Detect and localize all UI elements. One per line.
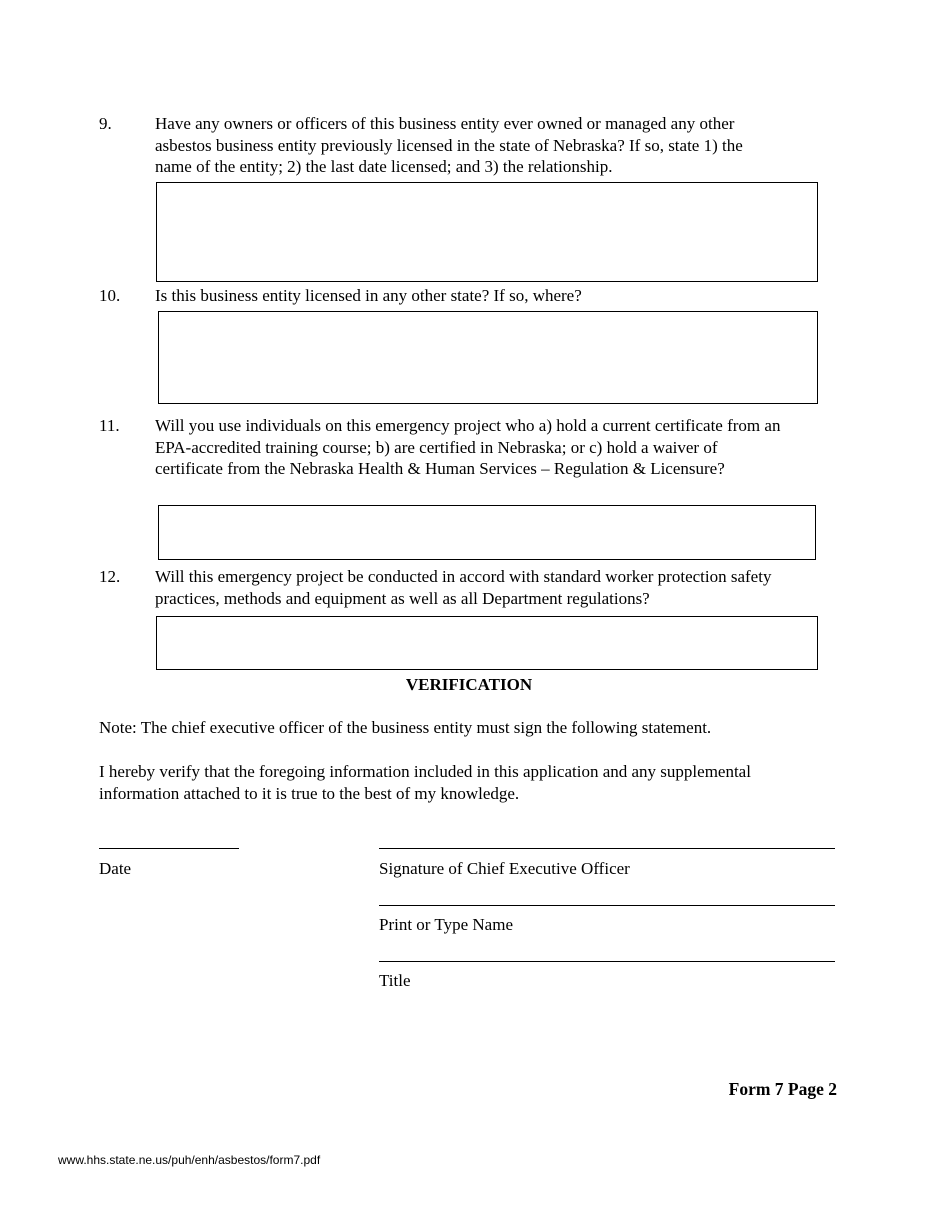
title-line[interactable] xyxy=(379,961,835,962)
question-12-text: Will this emergency project be conducted in accord with standard worker protection safety practices, methods and equipment as well as all Department regulations? xyxy=(155,567,772,608)
signature-label: Signature of Chief Executive Officer xyxy=(379,859,630,878)
signature-line[interactable] xyxy=(379,848,835,849)
question-11-number: 11. xyxy=(99,416,120,435)
name-line[interactable] xyxy=(379,905,835,906)
question-12-answer-box[interactable] xyxy=(156,616,818,670)
date-line[interactable] xyxy=(99,848,239,849)
footer-url: www.hhs.state.ne.us/puh/enh/asbestos/form7.pdf xyxy=(58,1153,321,1167)
print-name-label: Print or Type Name xyxy=(379,915,513,934)
question-9-number: 9. xyxy=(99,114,112,133)
verification-note: Note: The chief executive officer of the business entity must sign the following statement. xyxy=(99,718,712,737)
question-11-text: Will you use individuals on this emergency project who a) hold a current certificate from an EPA-accredited training course; b) are certified in Nebraska; or c) hold a waiver of certificate from the Nebraska Health & Human Services – Regulation & Licensure? xyxy=(155,416,781,478)
question-10-number: 10. xyxy=(99,286,121,305)
question-12-number: 12. xyxy=(99,567,121,586)
title-label: Title xyxy=(379,971,411,990)
verification-heading: VERIFICATION xyxy=(405,675,533,694)
question-9-text: Have any owners or officers of this business entity ever owned or managed any other asbestos business entity previously licensed in the state of Nebraska? If so, state 1) the name of the entity; 2) the last date licensed; and 3) the relationship. xyxy=(155,114,743,176)
date-label: Date xyxy=(99,859,132,878)
question-9-answer-box[interactable] xyxy=(156,182,818,282)
question-10-text: Is this business entity licensed in any other state? If so, where? xyxy=(155,286,582,305)
question-11-answer-box[interactable] xyxy=(158,505,816,560)
question-10-answer-box[interactable] xyxy=(158,311,818,404)
form-page-label: Form 7 Page 2 xyxy=(728,1079,837,1099)
verification-statement: I hereby verify that the foregoing information included in this application and any supplemental information attached to it is true to the best of my knowledge. xyxy=(99,762,751,803)
